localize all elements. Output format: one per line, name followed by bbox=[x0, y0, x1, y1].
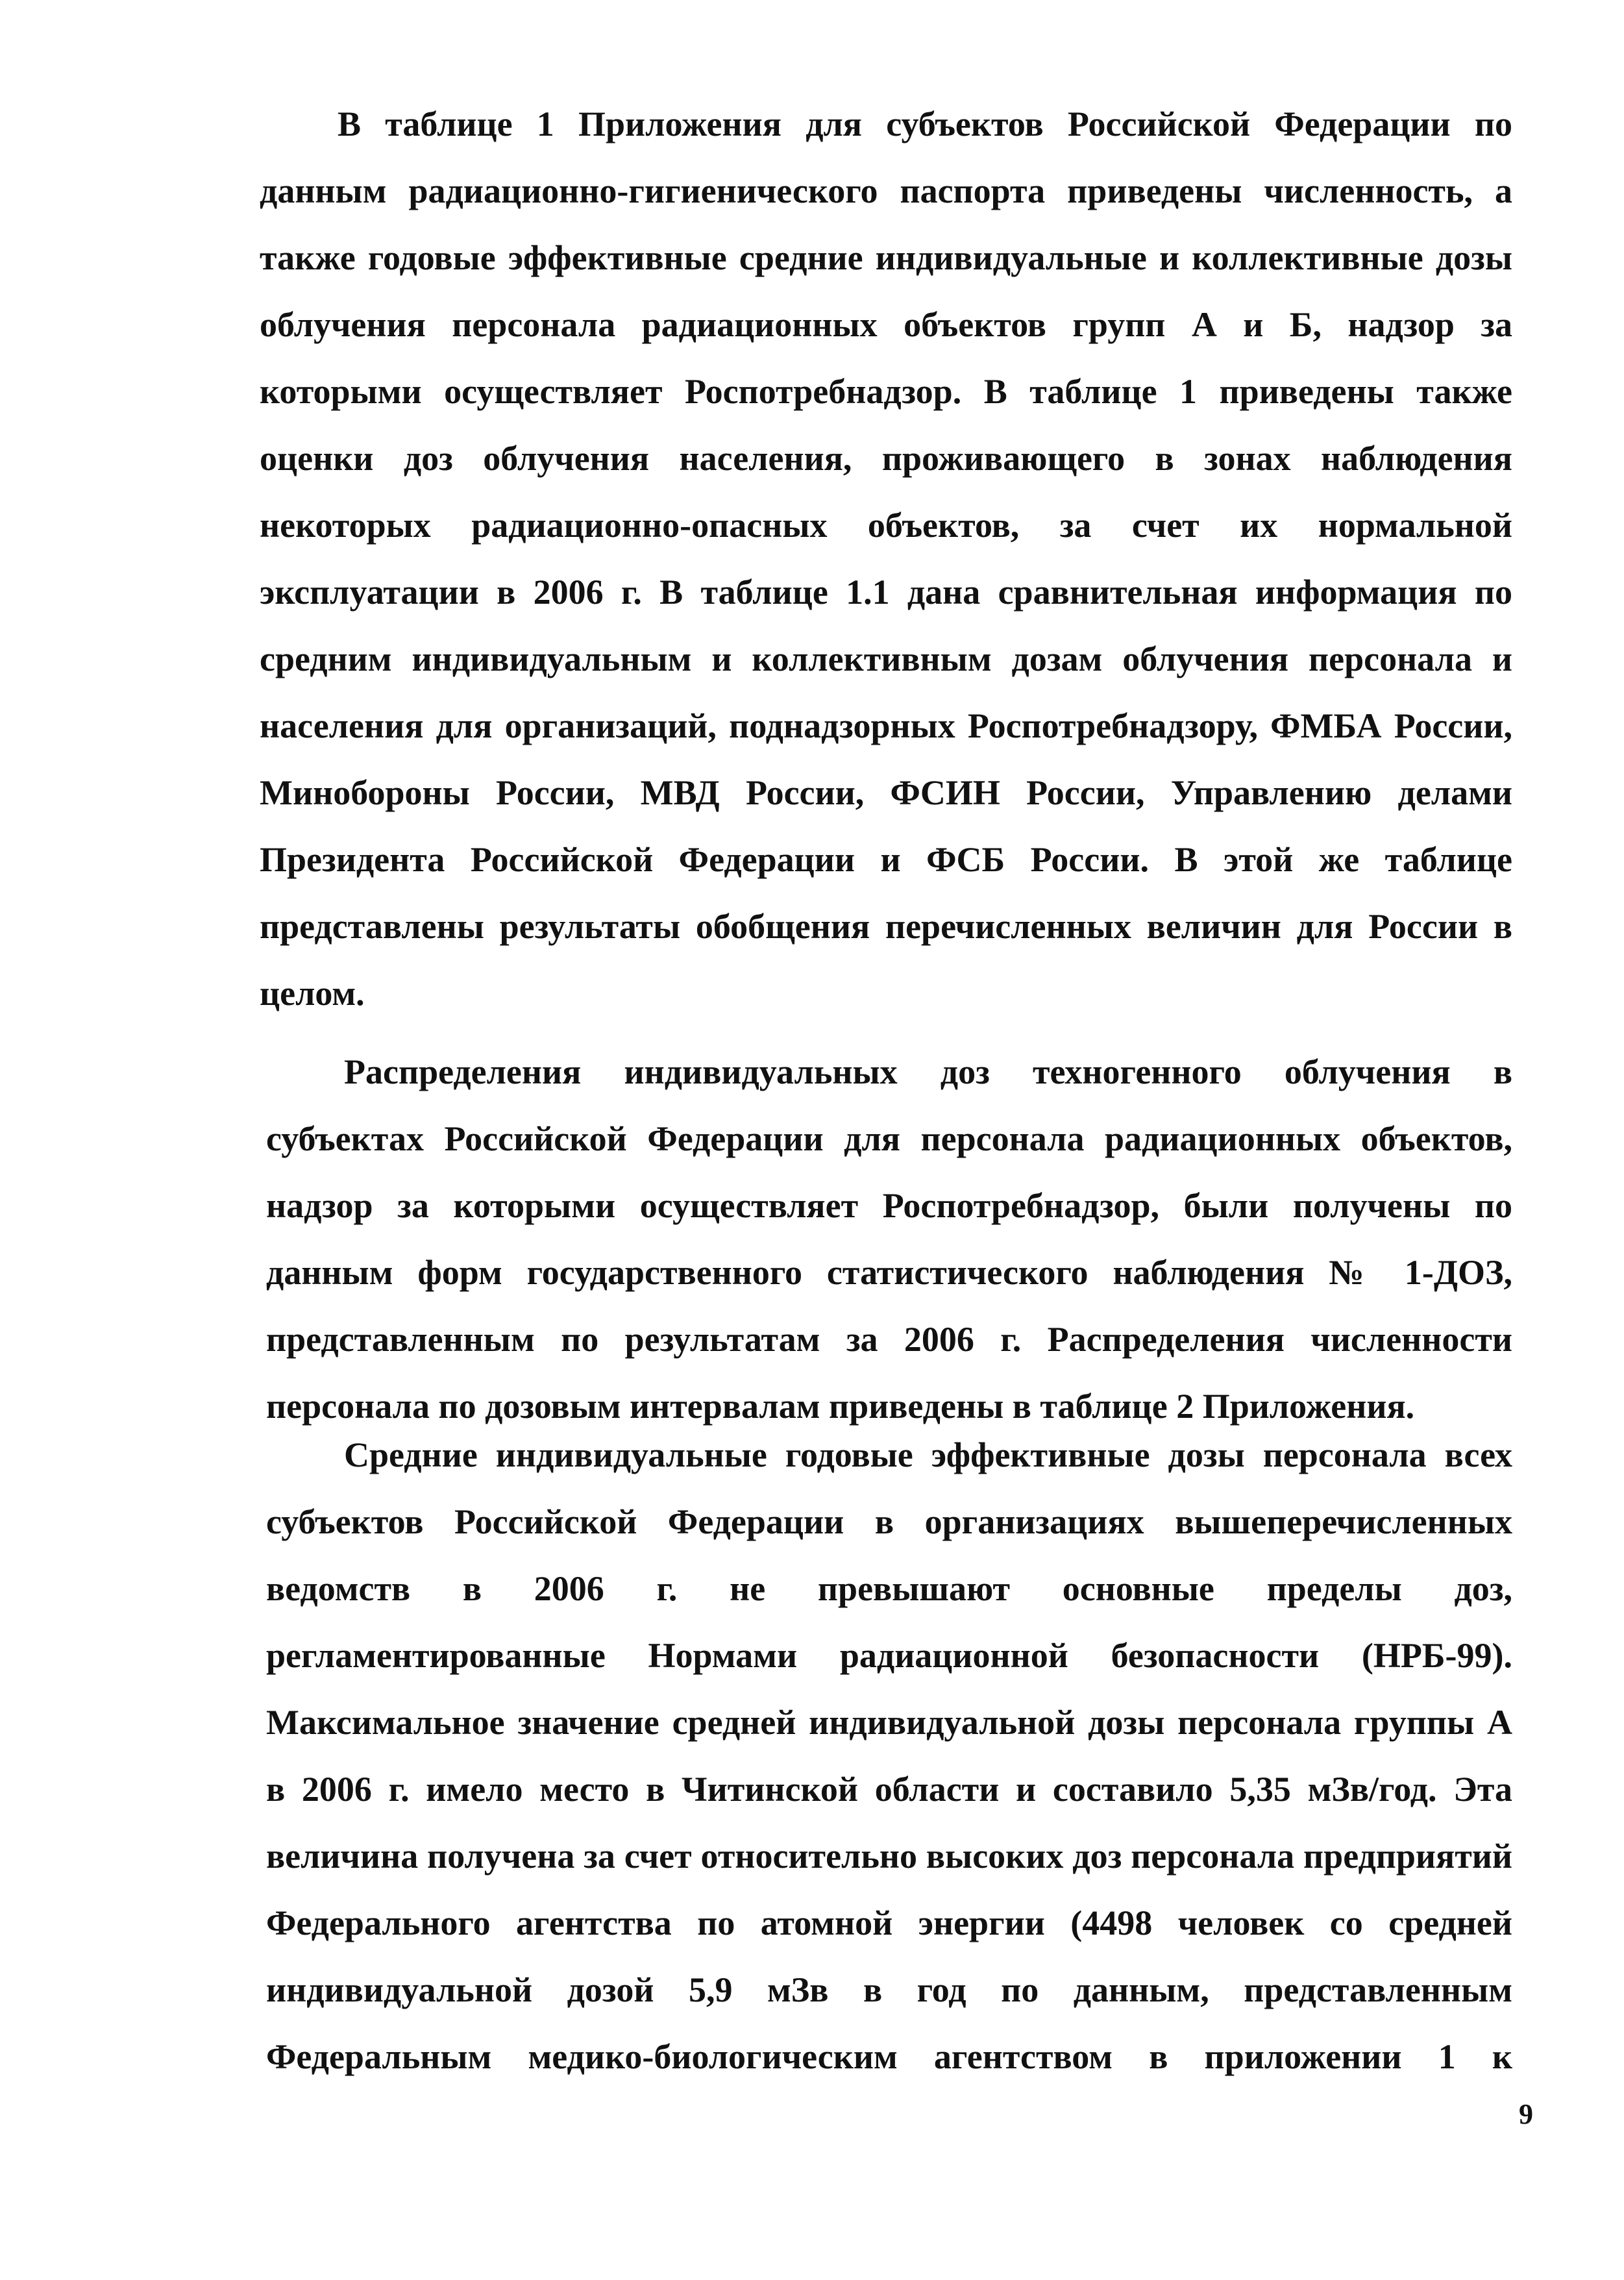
text-line: целом. bbox=[260, 974, 365, 1013]
text-line: Минобороны России, МВД России, ФСИН России, Управлению делами bbox=[260, 773, 1512, 812]
text-line: населения для организаций, поднадзорных Роспотребнадзору, ФМБА России, bbox=[260, 706, 1512, 745]
text-line: регламентированные Нормами радиационной безопасности (НРБ-99). bbox=[266, 1636, 1512, 1675]
paragraph-3 bbox=[266, 1422, 1512, 2090]
text-line: В таблице 1 Приложения для субъектов Российской Федерации по bbox=[338, 105, 1512, 143]
text-line: Президента Российской Федерации и ФСБ России. В этой же таблице bbox=[260, 840, 1512, 879]
page-number: 9 bbox=[1519, 2098, 1533, 2130]
text-line: ведомств в 2006 г. не превышают основные пределы доз, bbox=[266, 1569, 1512, 1608]
text-line: также годовые эффективные средние индивидуальные и коллективные дозы bbox=[260, 238, 1512, 277]
text-line: Распределения индивидуальных доз техногенного облучения в bbox=[344, 1052, 1512, 1091]
text-line: некоторых радиационно-опасных объектов, за счет их нормальной bbox=[260, 506, 1512, 545]
paragraph-2 bbox=[266, 1039, 1512, 1440]
paragraph-1 bbox=[260, 91, 1512, 1027]
text-line: Максимальное значение средней индивидуальной дозы персонала группы А bbox=[266, 1703, 1512, 1742]
text-line: персонала по дозовым интервалам приведены в таблице 2 Приложения. bbox=[266, 1387, 1415, 1426]
text-line: облучения персонала радиационных объектов групп А и Б, надзор за bbox=[260, 305, 1512, 344]
text-line: надзор за которыми осуществляет Роспотребнадзор, были получены по bbox=[266, 1186, 1512, 1225]
text-line: величина получена за счет относительно высоких доз персонала предприятий bbox=[266, 1837, 1512, 1876]
text-line: данным радиационно-гигиенического паспорта приведены численность, а bbox=[260, 171, 1512, 210]
text-line: эксплуатации в 2006 г. В таблице 1.1 дана сравнительная информация по bbox=[260, 573, 1512, 612]
text-line: которыми осуществляет Роспотребнадзор. В таблице 1 приведены также bbox=[260, 372, 1512, 411]
text-line: данным форм государственного статистического наблюдения № 1-ДОЗ, bbox=[266, 1253, 1512, 1292]
text-line: Федерального агентства по атомной энергии (4498 человек со средней bbox=[266, 1903, 1512, 1942]
text-line: представленным по результатам за 2006 г. Распределения численности bbox=[266, 1320, 1512, 1359]
text-line: Средние индивидуальные годовые эффективные дозы персонала всех bbox=[344, 1435, 1512, 1474]
text-line: средним индивидуальным и коллективным дозам облучения персонала и bbox=[260, 639, 1512, 678]
text-line: Федеральным медико-биологическим агентством в приложении 1 к bbox=[266, 2037, 1512, 2076]
text-line: индивидуальной дозой 5,9 мЗв в год по данным, представленным bbox=[266, 1970, 1512, 2009]
text-line: субъектах Российской Федерации для персонала радиационных объектов, bbox=[266, 1119, 1512, 1158]
text-line: субъектов Российской Федерации в организациях вышеперечисленных bbox=[266, 1502, 1512, 1541]
text-line: в 2006 г. имело место в Читинской области и составило 5,35 мЗв/год. Эта bbox=[266, 1770, 1512, 1809]
text-line: оценки доз облучения населения, проживающего в зонах наблюдения bbox=[260, 439, 1512, 478]
text-line: представлены результаты обобщения перечисленных величин для России в bbox=[260, 907, 1512, 946]
